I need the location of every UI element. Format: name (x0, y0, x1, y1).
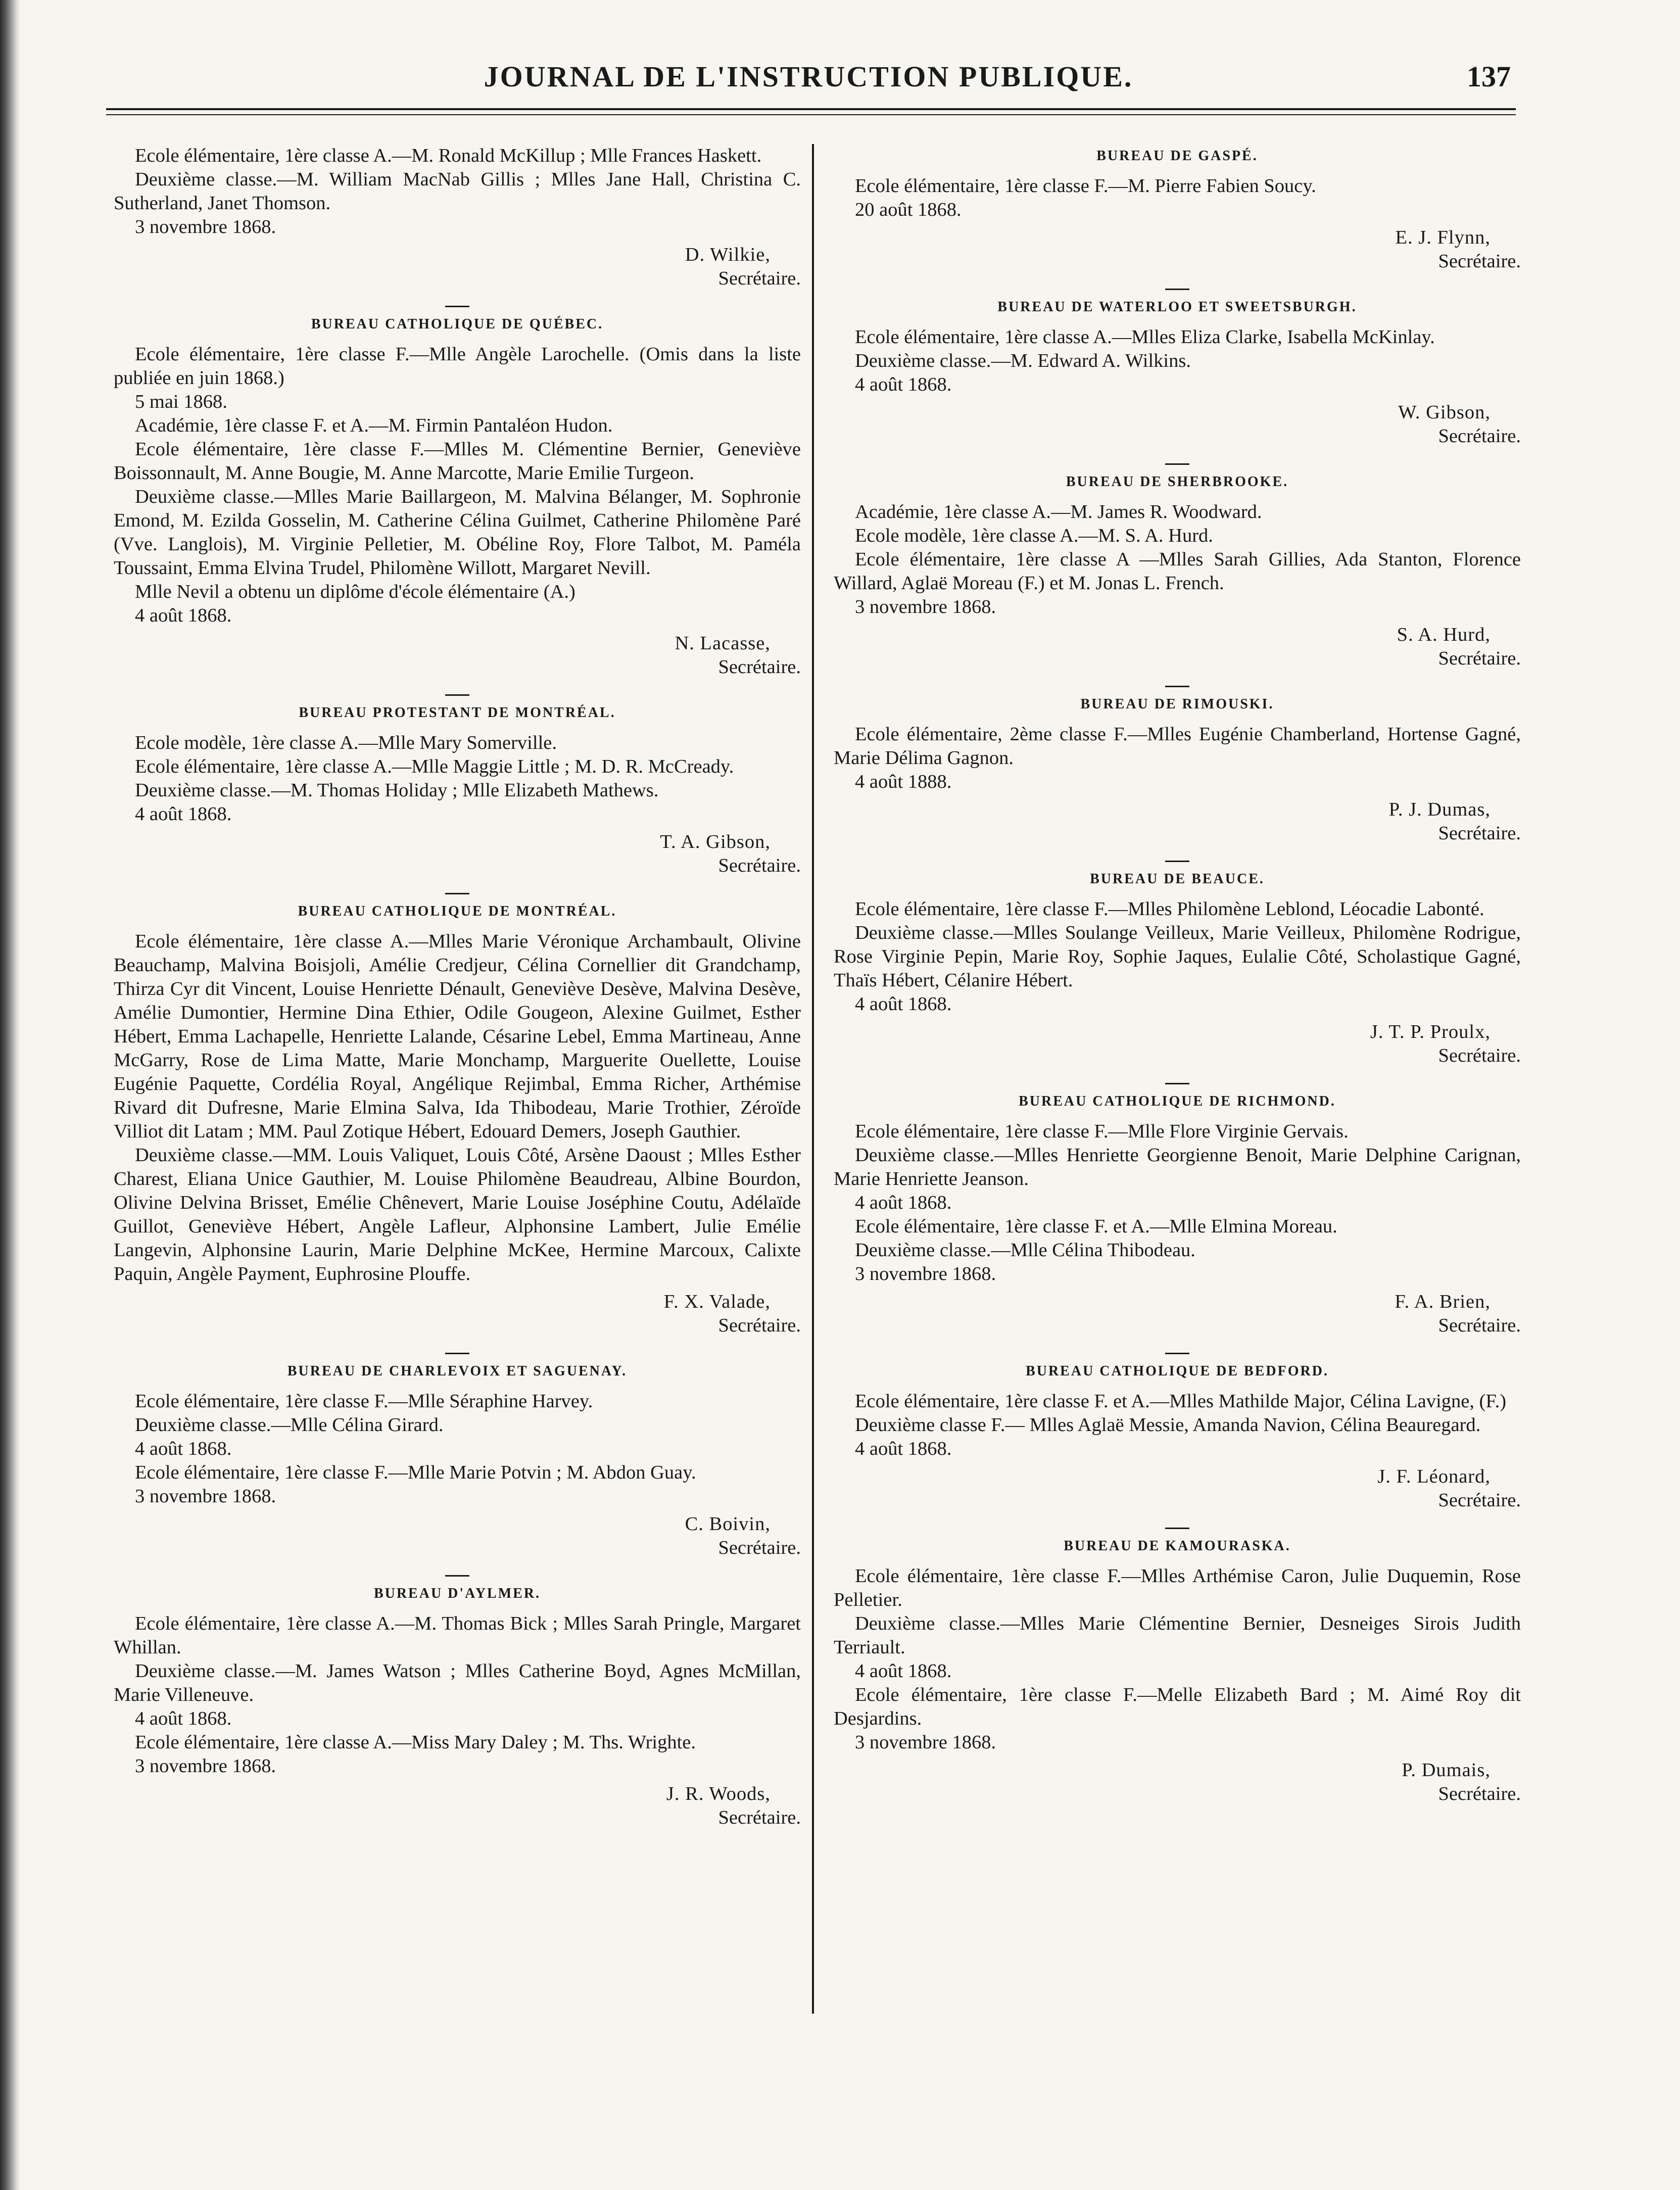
section-bureau-de-rimouski (834, 695, 1521, 845)
section-bureau-catholique-de-quebec (114, 315, 801, 679)
entry-date: 4 août 1868. (855, 1192, 952, 1213)
section-separator (1165, 686, 1189, 687)
section-separator (445, 694, 469, 696)
section-separator (445, 1353, 469, 1354)
signature-name: J. F. Léonard, (1377, 1466, 1491, 1487)
entry-text: Ecole élémentaire, 1ère classe A —Mlles Sarah Gillies, Ada Stanton, Florence Willard, Aglaë Moreau (F.) et M. Jonas L. French. (834, 549, 1521, 594)
section-title: BUREAU CATHOLIQUE DE MONTRÉAL. (298, 903, 617, 919)
entry-text: Ecole élémentaire, 1ère classe F.—M. Pierre Fabien Soucy. (855, 175, 1316, 197)
section-bureau-catholique-de-montreal (114, 902, 801, 1338)
section-bureau-de-kamouraska (834, 1537, 1521, 1806)
entry-text: Ecole élémentaire, 1ère classe A.—Miss Mary Daley ; M. Ths. Wrighte. (135, 1732, 696, 1753)
entry-text: Deuxième classe.—M. Thomas Holiday ; Mlle Elizabeth Mathews. (135, 780, 659, 801)
entry-text: Académie, 1ère classe F. et A.—M. Firmin Pantaléon Hudon. (135, 415, 613, 436)
entry-date: 4 août 1868. (135, 803, 232, 825)
entry-date: 3 novembre 1868. (855, 1263, 996, 1284)
signature-name: C. Boivin, (685, 1513, 771, 1535)
signature-role: Secrétaire. (1438, 251, 1521, 272)
signature-name: W. Gibson, (1398, 402, 1491, 423)
running-head: JOURNAL DE L'INSTRUCTION PUBLIQUE. (484, 60, 1133, 93)
entry-text: Ecole élémentaire, 1ère classe A.—Mlles Marie Véronique Archambault, Olivine Beauchamp, Malvina Boisjoli, Amélie Credjeur, Célina Cornellier dit Grandchamp, Thirza Cyr dit Vincent, Louise Henriette Dénault, Geneviève Desève, Malvina Desève, Amélie Dumontier, Hermine Dina Ethier, Odile Gougeon, Alexine Guilmet, Esther Hébert, Emma Lachapelle, Henriette Lalande, Césarine Lebel, Emma Martineau, Anne McGarry, Rose de Lima Matte, Marie Monchamp, Marguerite Ouellette, Louise Eugénie Paquette, Cordélia Royal, Angélique Rejimbal, Emma Richer, Arthémise Rivard dit Dufresne, Marie Elmina Salva, Ida Thibodeau, Marie Trothier, Zéroïde Villiot dit Latam ; MM. Paul Zotique Hébert, Edouard Demers, Joseph Gauthier. (114, 931, 801, 1142)
signature-role: Secrétaire. (718, 1807, 801, 1828)
section-title: BUREAU DE SHERBROOKE. (1066, 474, 1289, 490)
entry-text: Ecole élémentaire, 1ère classe A.—M. Ronald McKillup ; Mlle Frances Haskett. (135, 145, 762, 166)
section-title: BUREAU PROTESTANT DE MONTRÉAL. (299, 705, 616, 721)
signature-role: Secrétaire. (718, 1315, 801, 1336)
entry-text: Ecole élémentaire, 1ère classe A.—Mlles Eliza Clarke, Isabella McKinlay. (855, 326, 1435, 348)
signature (834, 1758, 1521, 1806)
section-separator (1165, 861, 1189, 862)
signature (834, 623, 1521, 671)
section-title: BUREAU DE BEAUCE. (1090, 871, 1265, 887)
entry-date: 4 août 1868. (855, 374, 952, 395)
header-rule (106, 108, 1516, 110)
entry-date: 4 août 1868. (855, 1660, 952, 1682)
section-bureau-de-gaspe (834, 147, 1521, 273)
signature-role: Secrétaire. (718, 268, 801, 289)
signature-role: Secrétaire. (1438, 425, 1521, 447)
entry-text: Deuxième classe.—M. William MacNab Gillis ; Mlles Jane Hall, Christina C. Sutherland, Janet Thomson. (114, 169, 801, 214)
entry-date: 4 août 1868. (135, 605, 232, 626)
section-separator (1165, 1528, 1189, 1529)
entry-text: Ecole élémentaire, 1ère classe F.—Melle Elizabeth Bard ; M. Aimé Roy dit Desjardins. (834, 1684, 1521, 1729)
entry-text: Deuxième classe.—Mlle Célina Girard. (135, 1414, 444, 1436)
section-title: BUREAU D'AYLMER. (373, 1586, 541, 1601)
section-bureau-d-aylmer (114, 1585, 801, 1830)
entry-text: Ecole élémentaire, 1ère classe F.—Mlle Séraphine Harvey. (135, 1391, 593, 1412)
entry-text: Deuxième classe.—Mlles Henriette Georgienne Benoit, Marie Delphine Carignan, Marie Henriette Jeanson. (834, 1145, 1521, 1189)
signature-name: N. Lacasse, (675, 633, 771, 654)
signature-name: F. X. Valade, (663, 1291, 771, 1312)
page-binding-edge (0, 0, 20, 2190)
entry-text: Ecole modèle, 1ère classe A.—M. S. A. Hurd. (855, 525, 1213, 546)
signature (114, 1290, 801, 1338)
signature (834, 401, 1521, 448)
entry-text: Deuxième classe.—MM. Louis Valiquet, Louis Côté, Arsène Daoust ; Mlles Esther Charest, Eliana Unice Gauthier, M. Louise Philomène Beaudreau, Albine Bourdon, Olivine Delvina Brisset, Emélie Chênevert, Marie Louise Joséphine Coutu, Adélaïde Guillot, Geneviève Hébert, Angèle Lafleur, Alphonsine Lambert, Julie Emélie Langevin, Alphonsine Laurin, Marie Delphine McKee, Hermine Marcoux, Calixte Paquin, Angèle Payment, Euphrosine Plouffe. (114, 1145, 801, 1284)
signature-name: T. A. Gibson, (660, 831, 771, 852)
entry-date: 5 mai 1868. (135, 391, 227, 412)
entry-date: 4 août 1868. (855, 993, 952, 1015)
page-number: 137 (1467, 60, 1511, 93)
header-rule-thin (106, 114, 1516, 115)
entry-text: Ecole élémentaire, 1ère classe F.—Mlle Angèle Larochelle. (Omis dans la liste publiée en juin 1868.) (114, 344, 801, 389)
section-bureau-catholique-de-richmond (834, 1092, 1521, 1338)
section-title: BUREAU DE CHARLEVOIX ET SAGUENAY. (287, 1363, 628, 1379)
entry-date: 4 août 1868. (135, 1708, 232, 1729)
signature-name: E. J. Flynn, (1395, 227, 1491, 248)
entry-text: Ecole élémentaire, 1ère classe F. et A.—Mlle Elmina Moreau. (855, 1216, 1337, 1237)
entry-text: Deuxième classe.—Mlle Célina Thibodeau. (855, 1240, 1195, 1261)
entry-text: Académie, 1ère classe A.—M. James R. Woodward. (855, 501, 1262, 522)
signature-role: Secrétaire. (1438, 1783, 1521, 1804)
signature-name: F. A. Brien, (1395, 1291, 1491, 1312)
section-bureau-de-beauce (834, 870, 1521, 1068)
signature (834, 1290, 1521, 1338)
page-header (106, 60, 1511, 105)
entry-date: 3 novembre 1868. (135, 216, 276, 237)
section-bureau-de-charlevoix-et-saguenay (114, 1362, 801, 1560)
section-bureau-de-sherbrooke (834, 473, 1521, 671)
section-separator (445, 306, 469, 307)
left-column (114, 144, 801, 1843)
signature-name: P. J. Dumas, (1388, 799, 1491, 820)
signature-name: J. R. Woods, (666, 1783, 771, 1804)
right-column (834, 144, 1521, 1819)
entry-text: Ecole élémentaire, 1ère classe F.—Mlle Flore Virginie Gervais. (855, 1121, 1349, 1142)
section-title: BUREAU DE KAMOURASKA. (1064, 1538, 1291, 1554)
signature (834, 1020, 1521, 1068)
entry-text: Deuxième classe.—Mlles Marie Baillargeon, M. Malvina Bélanger, M. Sophronie Emond, M. Ezilda Gosselin, M. Catherine Célina Guilmet, Catherine Philomène Paré (Vve. Langlois), M. Virginie Pelletier, M. Obéline Roy, Flore Talbot, M. Paméla Toussaint, Emma Elvina Trudel, Philomène Willott, Margaret Nevill. (114, 486, 801, 579)
entry-date: 3 novembre 1868. (135, 1486, 276, 1507)
entry-text: Ecole élémentaire, 1ère classe A.—M. Thomas Bick ; Mlles Sarah Pringle, Margaret Whillan. (114, 1613, 801, 1658)
entry-text: Ecole élémentaire, 1ère classe F.—Mlles Philomène Leblond, Léocadie Labonté. (855, 898, 1484, 920)
section-separator (1165, 463, 1189, 465)
signature-name: D. Wilkie, (685, 244, 771, 265)
section-title: BUREAU CATHOLIQUE DE QUÉBEC. (311, 316, 604, 332)
signature (114, 243, 801, 291)
entry-text: Ecole élémentaire, 2ème classe F.—Mlles Eugénie Chamberland, Hortense Gagné, Marie Délima Gagnon. (834, 724, 1521, 769)
entry-date: 3 novembre 1868. (135, 1755, 276, 1777)
column-divider (812, 144, 814, 2014)
section-separator (1165, 289, 1189, 290)
entry-text: Ecole élémentaire, 1ère classe F.—Mlles M. Clémentine Bernier, Geneviève Boissonnault, M. Anne Bougie, M. Anne Marcotte, Marie Emilie Turgeon. (114, 439, 801, 484)
signature-role: Secrétaire. (718, 855, 801, 876)
signature-role: Secrétaire. (1438, 648, 1521, 669)
signature-name: S. A. Hurd, (1397, 624, 1491, 645)
signature-role: Secrétaire. (1438, 1490, 1521, 1511)
signature (114, 1782, 801, 1830)
section-title: BUREAU DE RIMOUSKI. (1080, 696, 1274, 712)
entry-text: Deuxième classe F.— Mlles Aglaë Messie, Amanda Navion, Célina Beauregard. (855, 1414, 1481, 1436)
section-separator (1165, 1083, 1189, 1084)
entry-date: 3 novembre 1868. (855, 596, 996, 617)
entry-date: 4 août 1868. (855, 1438, 952, 1459)
entry-text: Deuxième classe.—Mlles Soulange Veilleux, Marie Veilleux, Philomène Rodrigue, Rose Virginie Pepin, Marie Roy, Sophie Jaques, Eulalie Côté, Scholastique Gagné, Thaïs Hébert, Célanire Hébert. (834, 922, 1521, 991)
entry-text: Deuxième classe.—M. James Watson ; Mlles Catherine Boyd, Agnes McMillan, Marie Villeneuve. (114, 1660, 801, 1705)
signature-role: Secrétaire. (1438, 1045, 1521, 1066)
section-bureau-protestant-de-montreal (114, 704, 801, 878)
entry-text: Ecole modèle, 1ère classe A.—Mlle Mary Somerville. (135, 732, 557, 753)
signature-role: Secrétaire. (1438, 1315, 1521, 1336)
signature-name: J. T. P. Proulx, (1370, 1021, 1491, 1042)
entry-text: Ecole élémentaire, 1ère classe A.—Mlle Maggie Little ; M. D. R. McCready. (135, 756, 734, 777)
entry-date: 4 août 1868. (135, 1438, 232, 1459)
signature-role: Secrétaire. (718, 1537, 801, 1558)
section-separator (445, 1575, 469, 1577)
signature (114, 1512, 801, 1560)
entry-date: 20 août 1868. (855, 199, 962, 220)
signature-name: P. Dumais, (1402, 1759, 1491, 1781)
signature (834, 226, 1521, 273)
entry-text: Deuxième classe.—M. Edward A. Wilkins. (855, 350, 1191, 371)
signature (834, 1465, 1521, 1512)
signature (834, 798, 1521, 845)
section-title: BUREAU DE WATERLOO ET SWEETSBURGH. (997, 299, 1357, 315)
section-title: BUREAU CATHOLIQUE DE RICHMOND. (1019, 1093, 1336, 1109)
entry-text: Mlle Nevil a obtenu un diplôme d'école élémentaire (A.) (135, 581, 575, 602)
signature-role: Secrétaire. (1438, 823, 1521, 844)
entry-text: Ecole élémentaire, 1ère classe F.—Mlles Arthémise Caron, Julie Duquemin, Rose Pelletier. (834, 1565, 1521, 1610)
signature (114, 830, 801, 878)
section-title: BUREAU DE GASPÉ. (1096, 148, 1258, 164)
section-bureau-de-waterloo-et-sweetsburgh (834, 298, 1521, 448)
section-bureau-catholique-de-bedford (834, 1362, 1521, 1512)
section-separator (445, 893, 469, 894)
section-intro (114, 144, 801, 291)
section-separator (1165, 1353, 1189, 1354)
entry-text: Ecole élémentaire, 1ère classe F. et A.—Mlles Mathilde Major, Célina Lavigne, (F.) (855, 1391, 1507, 1412)
entry-text: Ecole élémentaire, 1ère classe F.—Mlle Marie Potvin ; M. Abdon Guay. (135, 1462, 696, 1483)
entry-date: 3 novembre 1868. (855, 1732, 996, 1753)
signature (114, 632, 801, 679)
entry-date: 4 août 1888. (855, 771, 952, 792)
section-title: BUREAU CATHOLIQUE DE BEDFORD. (1026, 1363, 1329, 1379)
signature-role: Secrétaire. (718, 656, 801, 678)
entry-text: Deuxième classe.—Mlles Marie Clémentine Bernier, Desneiges Sirois Judith Terriault. (834, 1613, 1521, 1658)
